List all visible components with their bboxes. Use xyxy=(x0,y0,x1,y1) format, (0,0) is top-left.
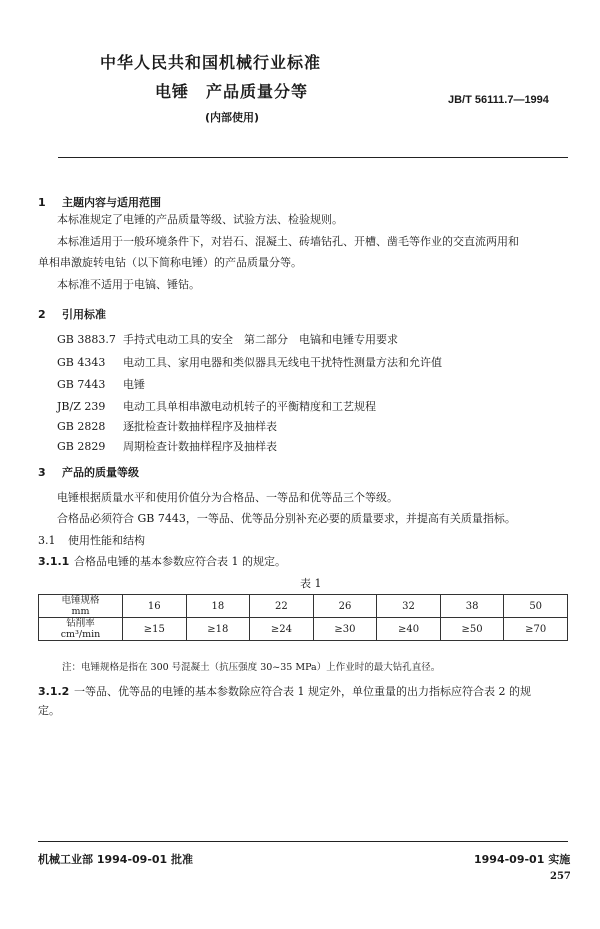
table-cell: ≥30 xyxy=(313,618,377,641)
approval-date: 机械工业部 1994-09-01 批准 xyxy=(38,853,194,866)
reference-item xyxy=(57,398,376,414)
row-label-unit: mm xyxy=(71,606,90,617)
reference-title: 逐批检查计数抽样程序及抽样表 xyxy=(123,420,277,433)
standard-number: JB/T 56111.7—1994 xyxy=(448,94,549,106)
reference-item xyxy=(57,331,398,347)
internal-use-note: (内部使用) xyxy=(205,111,260,124)
section-1-heading xyxy=(38,194,161,210)
doc-title: 电锤 产品质量分等 xyxy=(155,82,309,101)
parameter-table xyxy=(38,594,568,641)
section-title: 引用标准 xyxy=(62,308,106,321)
reference-title: 电动工具、家用电器和类似器具无线电干扰特性测量方法和允许值 xyxy=(123,356,442,369)
table-cell: 32 xyxy=(377,595,441,618)
section-3-1-heading xyxy=(38,532,145,550)
reference-item xyxy=(57,354,442,370)
section-3-1-2-line-2: 定。 xyxy=(38,704,60,717)
section-title: 产品的质量等级 xyxy=(62,466,139,479)
reference-code: GB 7443 xyxy=(57,378,106,391)
org-title: 中华人民共和国机械行业标准 xyxy=(100,53,322,72)
table-cell: ≥70 xyxy=(504,618,568,641)
reference-item xyxy=(57,418,277,434)
section-number: 3.1.1 xyxy=(38,555,70,568)
section-title: 使用性能和结构 xyxy=(68,534,145,547)
table-cell: ≥18 xyxy=(186,618,250,641)
row-label-line: 钻削率 xyxy=(66,618,95,629)
reference-title: 手持式电动工具的安全 第二部分 电镐和电锤专用要求 xyxy=(123,333,398,346)
table-row xyxy=(39,618,568,641)
table-cell: ≥15 xyxy=(123,618,187,641)
section-number: 3.1.2 xyxy=(38,685,70,698)
table-cell: ≥50 xyxy=(440,618,504,641)
section-text: 一等品、优等品的电锤的基本参数除应符合表 1 规定外，单位重量的出力指标应符合表 2 的规 xyxy=(74,685,531,698)
section-1-para-1: 本标准规定了电锤的产品质量等级、试验方法、检验规则。 xyxy=(57,213,343,226)
reference-title: 电动工具单相串激电动机转子的平衡精度和工艺规程 xyxy=(123,400,376,413)
row-label-unit: cm³/min xyxy=(60,629,101,640)
section-3-para-1: 电锤根据质量水平和使用价值分为合格品、一等品和优等品三个等级。 xyxy=(57,491,398,504)
section-1-para-2-line-1: 本标准适用于一般环境条件下，对岩石、混凝土、砖墙钻孔、开槽、凿毛等作业的交直流两用和 xyxy=(57,235,519,248)
row-label xyxy=(39,618,123,641)
section-text: 合格品电锤的基本参数应符合表 1 的规定。 xyxy=(74,555,286,568)
reference-code: GB 2829 xyxy=(57,440,106,453)
table-cell: 50 xyxy=(504,595,568,618)
reference-title: 电锤 xyxy=(123,378,145,391)
section-number: 3.1 xyxy=(38,534,56,547)
reference-item xyxy=(57,438,277,454)
table-caption: 表 1 xyxy=(300,577,322,590)
reference-code: GB 3883.7 xyxy=(57,333,116,346)
section-3-heading xyxy=(38,464,139,480)
table-cell: 26 xyxy=(313,595,377,618)
table-note: 注：电锤规格是指在 300 号混凝土（抗压强度 30~35 MPa）上作业时的最大钻孔直径。 xyxy=(62,662,441,673)
section-3-1-2-line-1 xyxy=(38,683,531,701)
footer-divider xyxy=(38,841,568,842)
row-label xyxy=(39,595,123,618)
table-cell: 38 xyxy=(440,595,504,618)
section-number: 2 xyxy=(38,308,46,321)
reference-item xyxy=(57,376,145,392)
table-cell: ≥24 xyxy=(250,618,314,641)
section-2-heading xyxy=(38,306,106,322)
reference-title: 周期检查计数抽样程序及抽样表 xyxy=(123,440,277,453)
table-cell: 22 xyxy=(250,595,314,618)
section-1-para-3: 本标准不适用于电镐、锤钻。 xyxy=(57,278,200,291)
reference-code: GB 2828 xyxy=(57,420,106,433)
table-cell: 18 xyxy=(186,595,250,618)
section-number: 1 xyxy=(38,196,46,209)
table-row xyxy=(39,595,568,618)
section-title: 主题内容与适用范围 xyxy=(62,196,161,209)
section-3-para-2: 合格品必须符合 GB 7443，一等品、优等品分别补充必要的质量要求，并提高有关质量指标。 xyxy=(57,512,516,525)
reference-code: GB 4343 xyxy=(57,356,106,369)
page-number: 257 xyxy=(550,871,571,882)
section-3-1-1 xyxy=(38,553,286,571)
section-1-para-2-line-2: 单相串激旋转电钻（以下简称电锤）的产品质量分等。 xyxy=(38,256,302,269)
row-label-line: 电锤规格 xyxy=(61,595,100,606)
reference-code: JB/Z 239 xyxy=(57,400,106,413)
table-cell: 16 xyxy=(123,595,187,618)
table-cell: ≥40 xyxy=(377,618,441,641)
header-divider xyxy=(58,157,568,158)
implementation-date: 1994-09-01 实施 xyxy=(474,853,571,866)
section-number: 3 xyxy=(38,466,46,479)
